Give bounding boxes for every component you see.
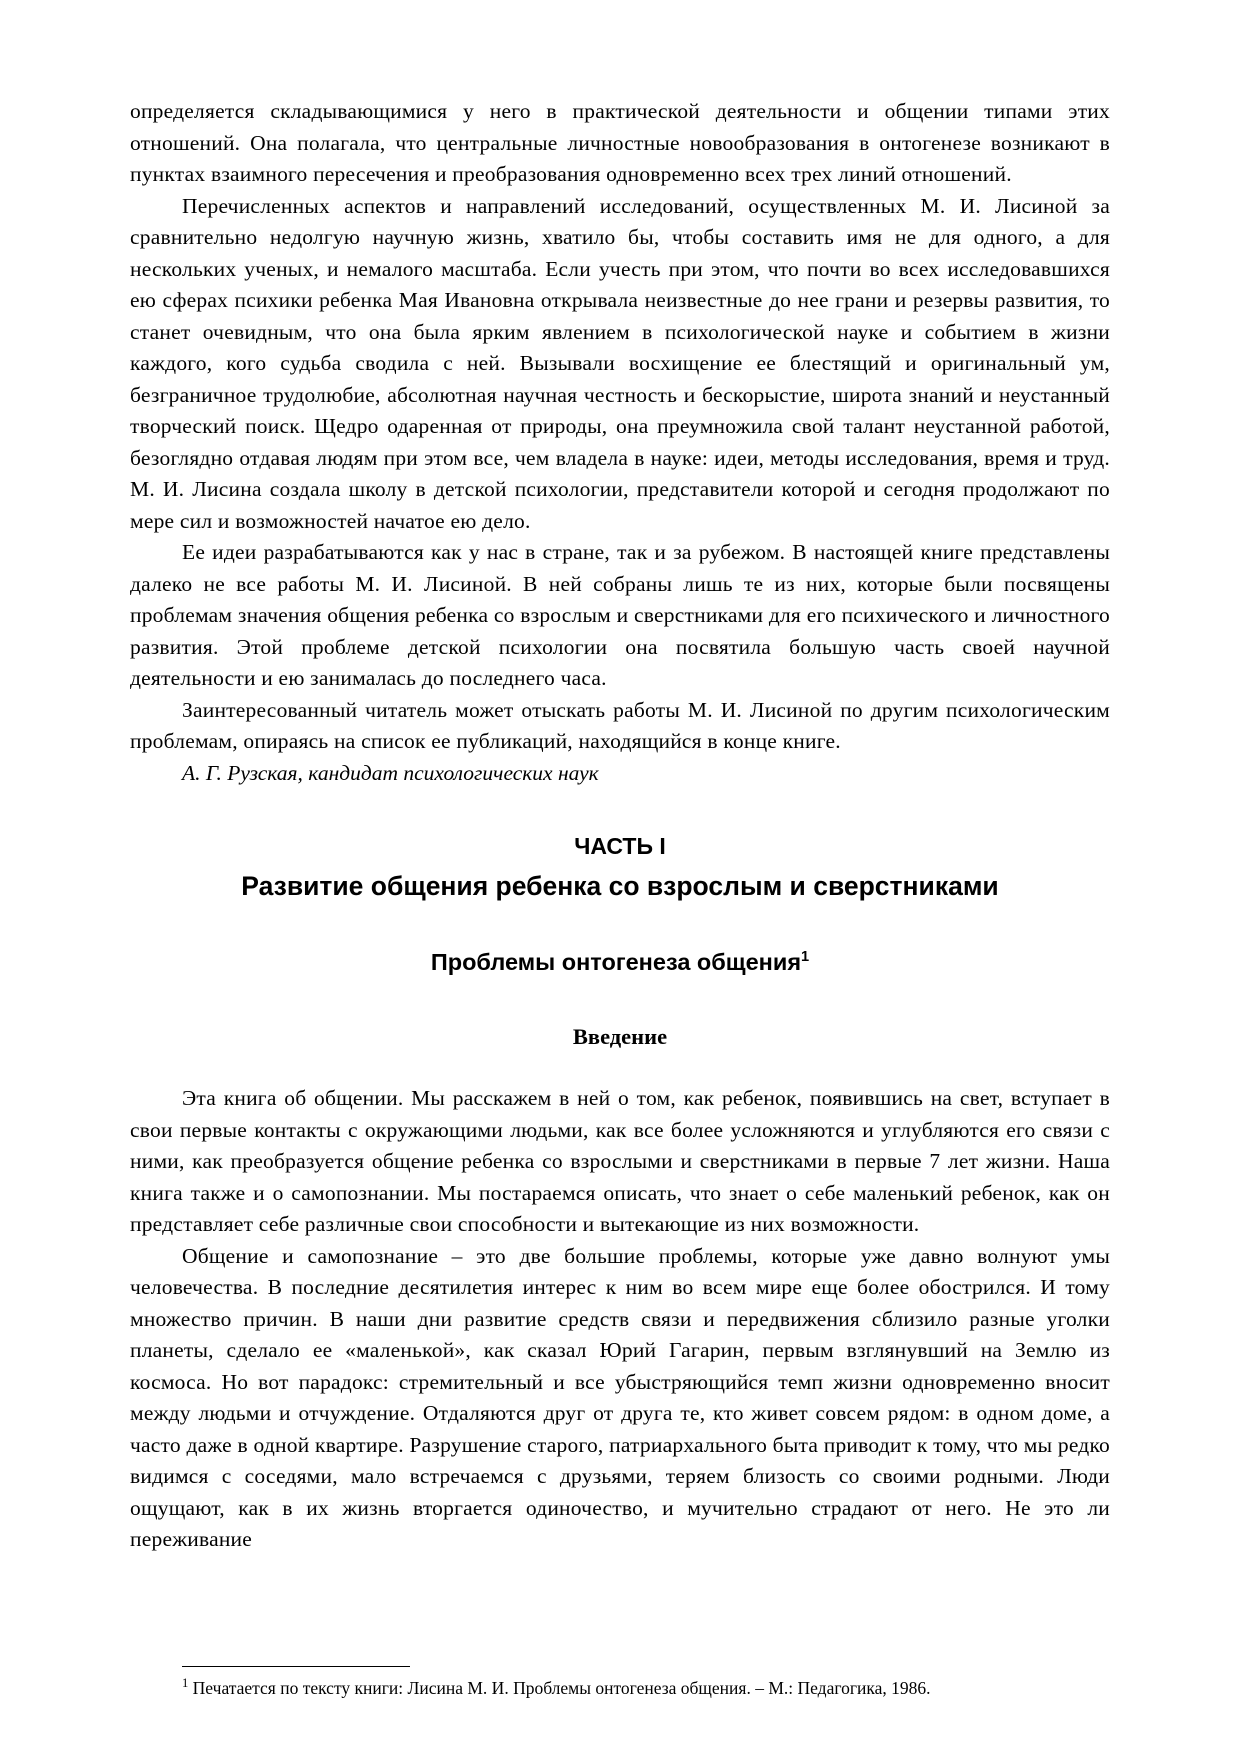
footnote <box>130 1676 1110 1700</box>
footnote-number: 1 <box>182 1676 189 1691</box>
paragraph: Общение и самопознание – это две большие проблемы, которые уже давно волнуют умы человечества. В последние десятилетия интерес к ним во всем мире еще более обострился. И тому множество причин. В наши дни развитие средств связи и передвижения сблизило разные уголки планеты, сделало ее «маленькой», как сказал Юрий Гагарин, первым взглянувший на Землю из космоса. Но вот парадокс: стремительный и все убыстряющийся темп жизни одновременно вносит между людьми и отчуждение. Отдаляются друг от друга те, кто живет совсем рядом: в одном доме, а часто даже в одной квартире. Разрушение старого, патриархального быта приводит к тому, что мы редко видимся с соседями, мало встречаемся с друзьями, теряем близость со своими родными. Люди ощущают, как в их жизнь вторгается одиночество, и мучительно страдают от него. Не это ли переживание <box>130 1243 1110 1551</box>
footnote-area <box>130 1666 1110 1700</box>
footnote-marker: 1 <box>801 949 810 966</box>
article-title <box>130 947 1110 977</box>
footnote-text: Печатается по тексту книги: Лисина М. И. Проблемы онтогенеза общения. – М.: Педагогика, 1986. <box>188 1678 931 1698</box>
paragraph: Перечисленных аспектов и направлений исследований, осуществленных М. И. Лисиной за сравнительно недолгую научную жизнь, хватило бы, чтобы составить имя не для одного, а для нескольких ученых, и немалого масштаба. Если учесть при этом, что почти во всех исследовавшихся ею сферах психики ребенка Мая Ивановна открывала неизвестные до нее грани и резервы развития, то станет очевидным, что она была ярким явлением в психологической науке и событием в жизни каждого, кого судьба сводила с ней. Вызывали восхищение ее блестящий и оригинальный ум, безграничное трудолюбие, абсолютная научная честность и бескорыстие, широта знаний и неустанный творческий поиск. Щедро одаренная от природы, она преумножила свой талант неустанной работой, безоглядно отдавая людям при этом все, чем владела в науке: идеи, методы исследования, время и труд. М. И. Лисина создала школу в детской психологии, представители которой и сегодня продолжают по мере сил и возможностей начатое ею дело. <box>130 193 1110 533</box>
part-subtitle: Развитие общения ребенка со взрослым и сверстниками <box>241 871 999 901</box>
part-title: ЧАСТЬ I <box>574 833 666 859</box>
article-title-text: Проблемы онтогенеза общения <box>430 949 802 975</box>
paragraph: Заинтересованный читатель может отыскать работы М. И. Лисиной по другим психологическим проблемам, опираясь на список ее публикаций, находящийся в конце книге. <box>130 697 1110 753</box>
paragraph: Эта книга об общении. Мы расскажем в ней о том, как ребенок, появившись на свет, вступает в свои первые контакты с окружающими людьми, как все более усложняются и углубляются его связи с ними, как преобразуется общение ребенка со взрослыми и сверстниками в первые 7 лет жизни. Наша книга также и о самопознании. Мы постараемся описать, что знает о себе маленький ребенок, как он представляет себе различные свои способности и вытекающие из них возможности. <box>130 1086 1110 1236</box>
author-signature: А. Г. Рузская, кандидат психологических наук <box>182 760 599 785</box>
footnote-separator-rule <box>182 1666 410 1667</box>
section-heading-introduction: Введение <box>572 1024 668 1049</box>
paragraph: Ее идеи разрабатываются как у нас в стране, так и за рубежом. В настоящей книге представлены далеко не все работы М. И. Лисиной. В ней собраны лишь те из них, которые были посвящены проблемам значения общения ребенка со взрослым и сверстниками для его психического и личностного развития. Этой проблеме детской психологии она посвятила большую часть своей научной деятельности и ею занималась до последнего часа. <box>130 540 1110 690</box>
paragraph-continuation: определяется складывающимися у него в практической деятельности и общении типами этих отношений. Она полагала, что центральные личностные новообразования в онтогенезе возникают в пунктах взаимного пересечения и преобразования одновременно всех трех линий отношений. <box>130 99 1110 186</box>
